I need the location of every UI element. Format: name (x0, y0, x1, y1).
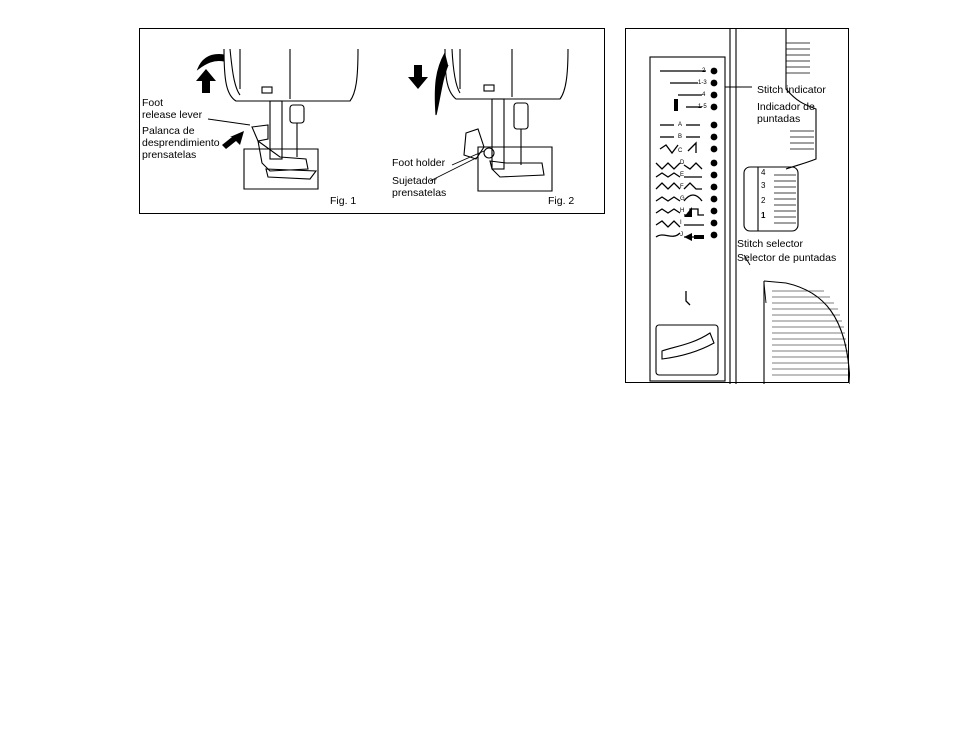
foot-holder-label-es-line1: Sujetador (392, 175, 437, 187)
chart-letter-g: G (680, 196, 685, 202)
fig2-caption: Fig. 2 (548, 195, 575, 207)
foot-release-lever-label-en-line1: Foot (142, 97, 164, 109)
foot-release-lever-label-es-line1: Palanca de (142, 125, 195, 137)
stitch-indicator-label-es-line2: puntadas (757, 113, 801, 125)
dial-number-3: 3 (761, 181, 766, 190)
foot-holder-label-es-line2: prensatelas (392, 187, 447, 199)
dial-number-4: 4 (761, 168, 766, 177)
foot-holder-label-es (392, 175, 446, 199)
foot-release-lever-label-es-line3: prensatelas (142, 149, 197, 161)
chart-letter-i: I (680, 220, 682, 226)
foot-release-lever-label-es-line2: desprendimiento (142, 137, 220, 149)
chart-letter-c: C (678, 148, 683, 154)
chart-letter-h: H (680, 208, 685, 214)
stitch-indicator-label-es (757, 101, 815, 125)
chart-letter-e: E (680, 172, 685, 178)
chart-letter-j: J (680, 232, 683, 238)
fig1-caption: Fig. 1 (330, 195, 357, 207)
stitch-selector-label-en: Stitch selector (737, 238, 803, 250)
foot-release-lever-label-en-line2: release lever (142, 109, 203, 121)
foot-release-lever-label-en (142, 97, 202, 121)
chart-letter-d: D (680, 160, 685, 166)
stitch-indicator-label-en: Stitch indicator (757, 84, 826, 96)
chart-number-4: 4 (702, 92, 706, 98)
chart-number-2: 2 (702, 68, 706, 74)
stitch-selector-label-es: Selector de puntadas (737, 252, 837, 264)
dial-number-2: 2 (761, 196, 766, 205)
sewing-machine-foot-illustration (140, 29, 606, 215)
stitch-panel-illustration (626, 29, 850, 384)
chart-letter-b: B (678, 134, 683, 140)
foot-release-lever-label-es (142, 125, 220, 161)
foot-holder-label-en: Foot holder (392, 157, 446, 169)
foot-release-figure-panel (139, 28, 605, 214)
chart-letter-f: F (680, 184, 684, 190)
dial-number-1: 1 (761, 211, 766, 220)
chart-number-1-3: 1-3 (698, 80, 707, 86)
stitch-indicator-label-es-line1: Indicador de (757, 101, 815, 113)
chart-letter-a: A (678, 122, 683, 128)
chart-number-1-5: 1-5 (698, 104, 707, 110)
stitch-selector-figure-panel (625, 28, 849, 383)
